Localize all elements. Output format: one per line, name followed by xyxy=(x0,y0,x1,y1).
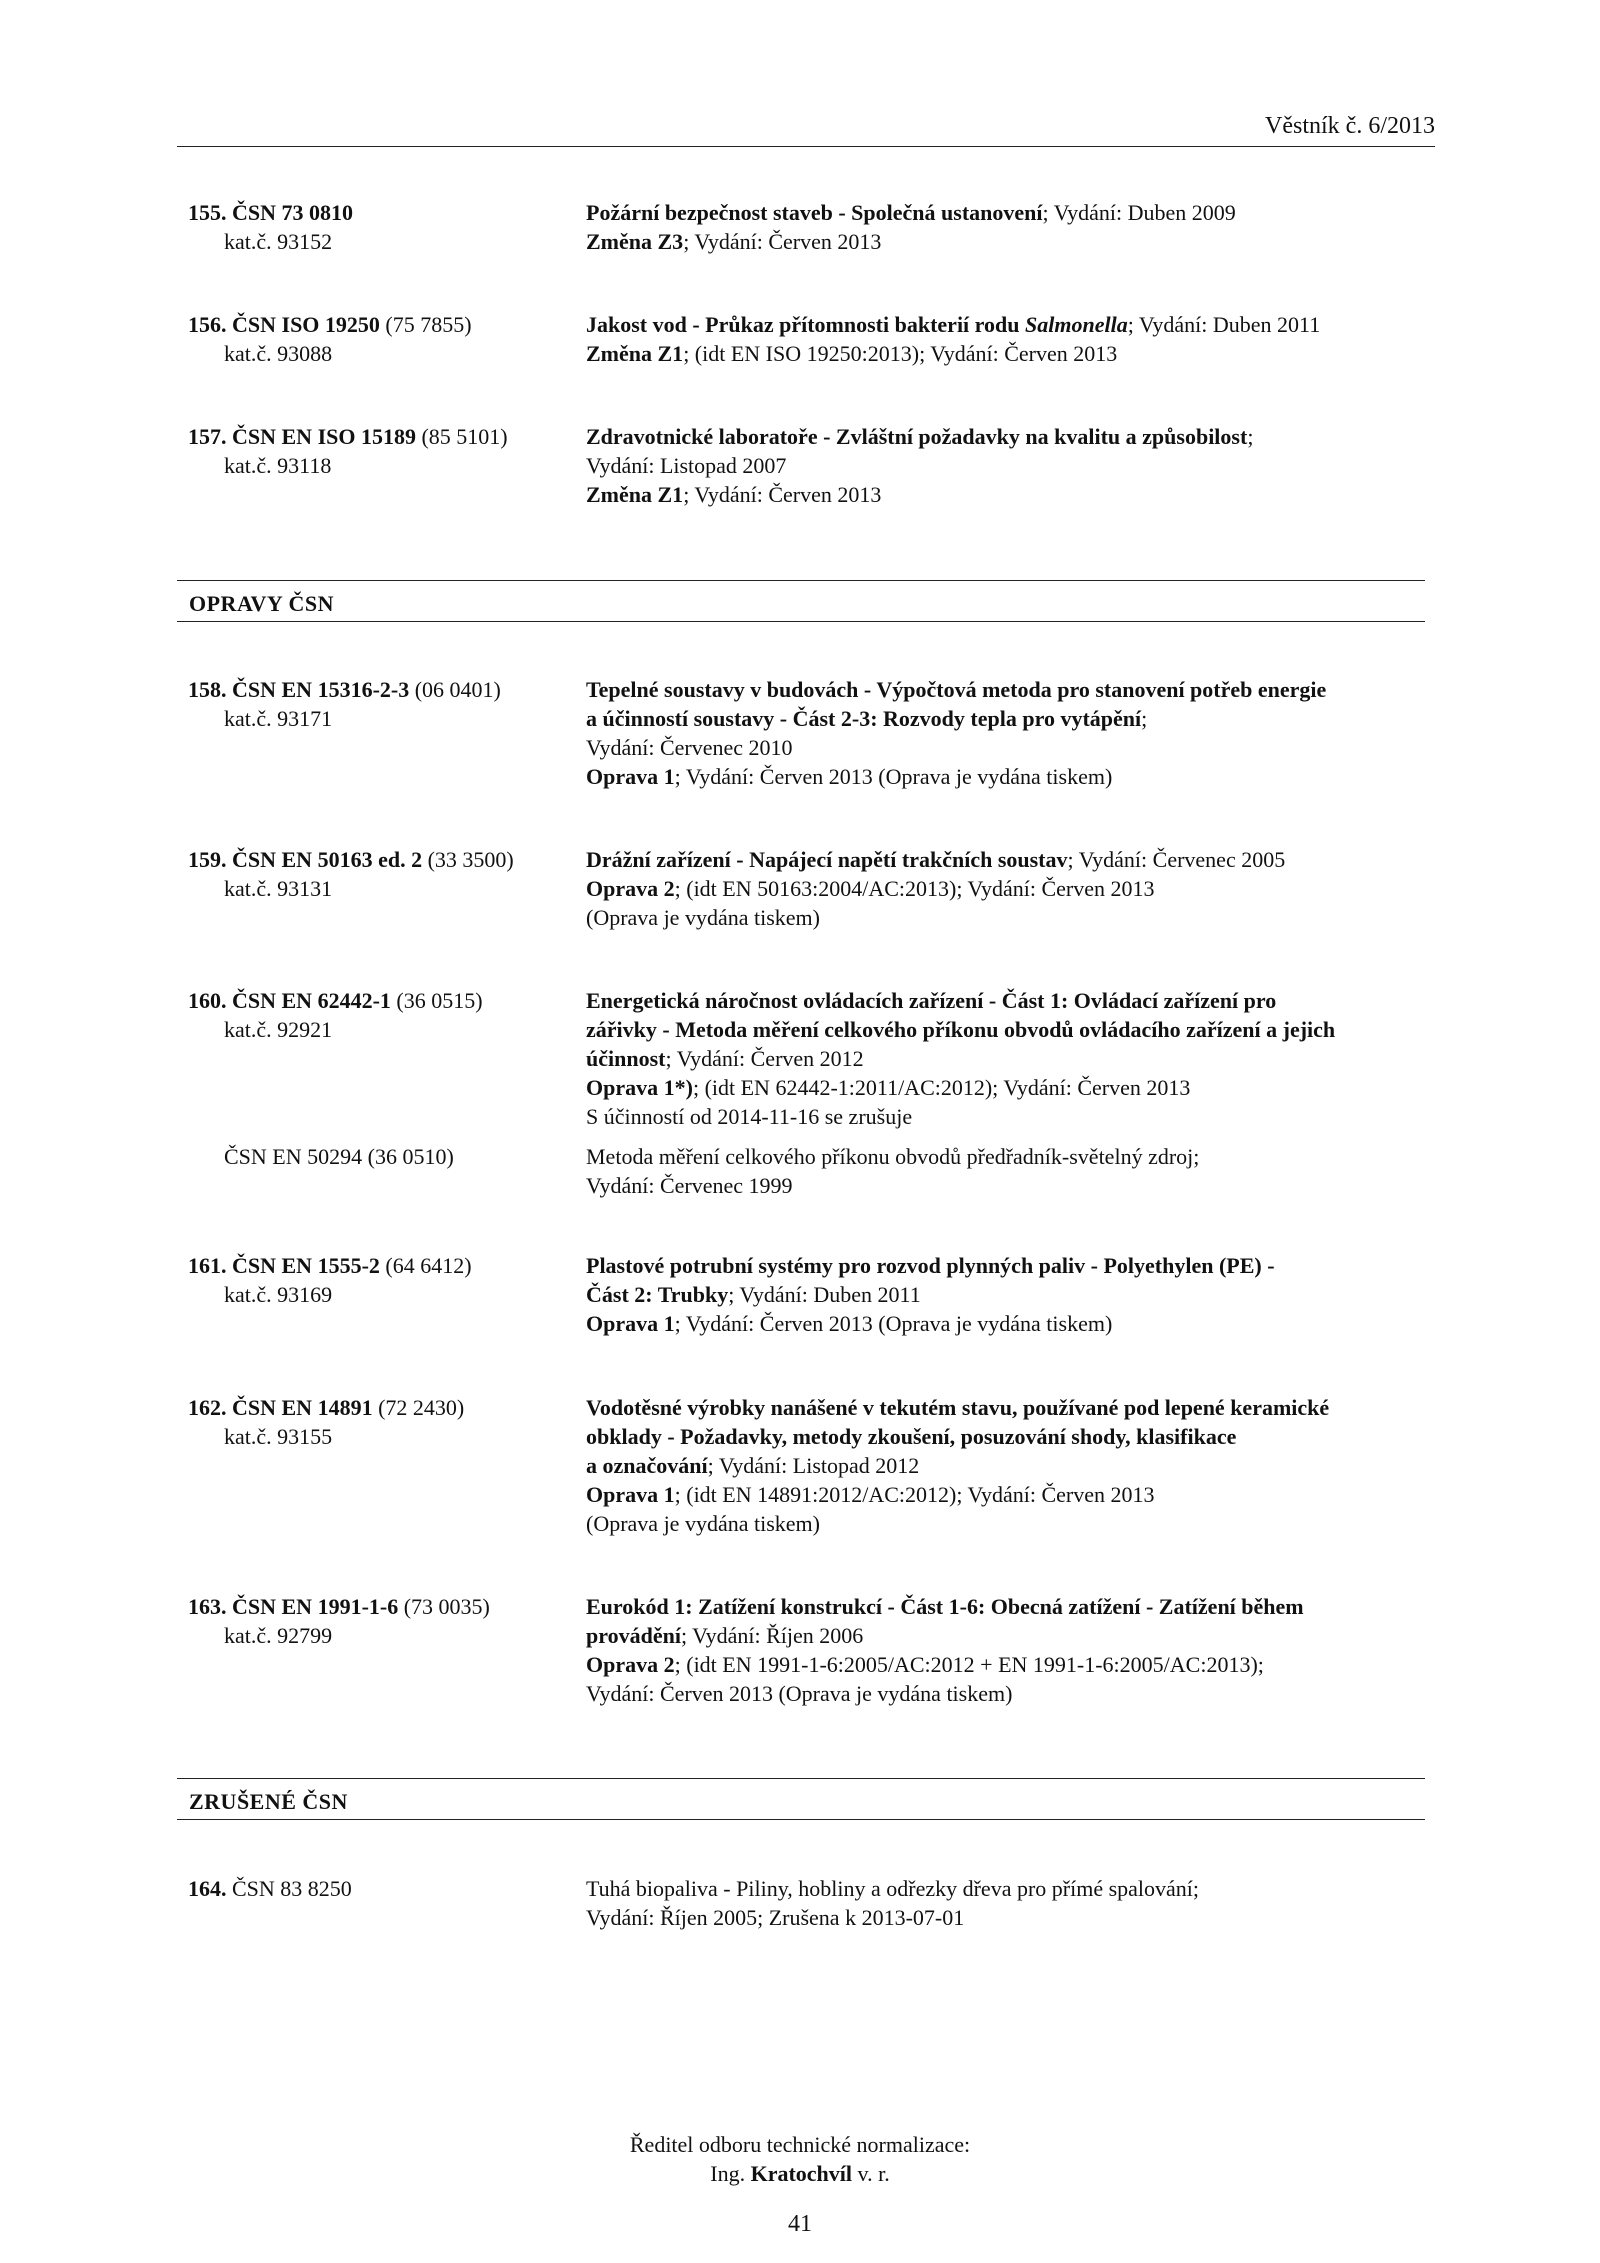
entry-id: 157. ČSN EN ISO 15189 (85 5101) kat.č. 93118 xyxy=(188,424,508,478)
entry-id: 159. ČSN EN 50163 ed. 2 (33 3500) kat.č. 93131 xyxy=(188,847,514,901)
entry-id: 155. ČSN 73 0810 kat.č. 93152 xyxy=(188,200,354,254)
entry-description: Tepelné soustavy v budovách - Výpočtová metoda pro stanovení potřeb energie a účinností soustavy - Část 2-3: Rozvody tepla pro vytápění; Vydání: Červenec 2010 Oprava 1; Vydání: Červen 2013 (Oprava je vydána tiskem) xyxy=(586,677,1327,789)
page-number: 41 xyxy=(788,2211,812,2237)
entry-description: Jakost vod - Průkaz přítomnosti bakterií rodu Salmonella; Vydání: Duben 2011 Změna Z1; (idt EN ISO 19250:2013); Vydání: Červen 2013 xyxy=(586,312,1321,366)
entry-description: Energetická náročnost ovládacích zařízení - Část 1: Ovládací zařízení pro zářivky - Metoda měření celkového příkonu obvodů ovládacího zařízení a jejich účinnost; Vydání: Červen 2012 Oprava 1*); (idt EN 62442-1:2011/AC:2012); Vydání: Červen 2013 S účinností od 2014-11-16 se zrušuje xyxy=(586,988,1336,1129)
entry-id: 163. ČSN EN 1991-1-6 (73 0035) kat.č. 92799 xyxy=(188,1594,490,1648)
signature-role: Ředitel odboru technické normalizace: xyxy=(629,2132,971,2157)
section-zrusene xyxy=(177,1778,1425,1820)
entry-id: 164. ČSN 83 8250 xyxy=(188,1876,352,1901)
entry-description: Plastové potrubní systémy pro rozvod plynných paliv - Polyethylen (PE) - Část 2: Trubky; Vydání: Duben 2011 Oprava 1; Vydání: Červen 2013 (Oprava je vydána tiskem) xyxy=(586,1253,1275,1336)
entry-id: 162. ČSN EN 14891 (72 2430) kat.č. 93155 xyxy=(188,1395,465,1449)
signature-name: Ing. Kratochvíl v. r. xyxy=(710,2161,890,2186)
entry-description: Drážní zařízení - Napájecí napětí trakčních soustav; Vydání: Červenec 2005 Oprava 2; (idt EN 50163:2004/AC:2013); Vydání: Červen 2013 (Oprava je vydána tiskem) xyxy=(586,847,1286,930)
replaced-standard-description: Metoda měření celkového příkonu obvodů předřadník-světelný zdroj; Vydání: Červenec 1999 xyxy=(586,1144,1200,1198)
entry-description: Eurokód 1: Zatížení konstrukcí - Část 1-6: Obecná zatížení - Zatížení během provádění; Vydání: Říjen 2006 Oprava 2; (idt EN 1991-1-6:2005/AC:2012 + EN 1991-1-6:2005/AC:2013); Vydání: Červen 2013 (Oprava je vydána tiskem) xyxy=(586,1594,1304,1706)
entry-description: Tuhá biopaliva - Piliny, hobliny a odřezky dřeva pro přímé spalování; Vydání: Říjen 2005; Zrušena k 2013-07-01 xyxy=(586,1876,1200,1930)
entry-description: Vodotěsné výrobky nanášené v tekutém stavu, používané pod lepené keramické obklady - Požadavky, metody zkoušení, posuzování shody, klasifikace a označování; Vydání: Listopad 2012 Oprava 1; (idt EN 14891:2012/AC:2012); Vydání: Červen 2013 (Oprava je vydána tiskem) xyxy=(586,1395,1330,1536)
bulletin-title: Věstník č. 6/2013 xyxy=(1265,113,1435,139)
page-header xyxy=(177,112,1435,147)
section-opravy xyxy=(177,580,1425,622)
entry-id: 161. ČSN EN 1555-2 (64 6412) kat.č. 93169 xyxy=(188,1253,472,1307)
section-title: OPRAVY ČSN xyxy=(189,591,334,616)
section-title: ZRUŠENÉ ČSN xyxy=(189,1789,348,1814)
replaced-standard-code: ČSN EN 50294 (36 0510) xyxy=(224,1144,454,1169)
entry-id: 156. ČSN ISO 19250 (75 7855) kat.č. 93088 xyxy=(188,312,472,366)
entry-description: Zdravotnické laboratoře - Zvláštní požadavky na kvalitu a způsobilost; Vydání: Listopad 2007 Změna Z1; Vydání: Červen 2013 xyxy=(586,424,1254,507)
entry-id: 160. ČSN EN 62442-1 (36 0515) kat.č. 92921 xyxy=(188,988,483,1042)
entry-description: Požární bezpečnost staveb - Společná ustanovení; Vydání: Duben 2009 Změna Z3; Vydání: Červen 2013 xyxy=(586,200,1236,254)
entry-id: 158. ČSN EN 15316-2-3 (06 0401) kat.č. 93171 xyxy=(188,677,501,731)
signature-block xyxy=(0,2130,1600,2188)
